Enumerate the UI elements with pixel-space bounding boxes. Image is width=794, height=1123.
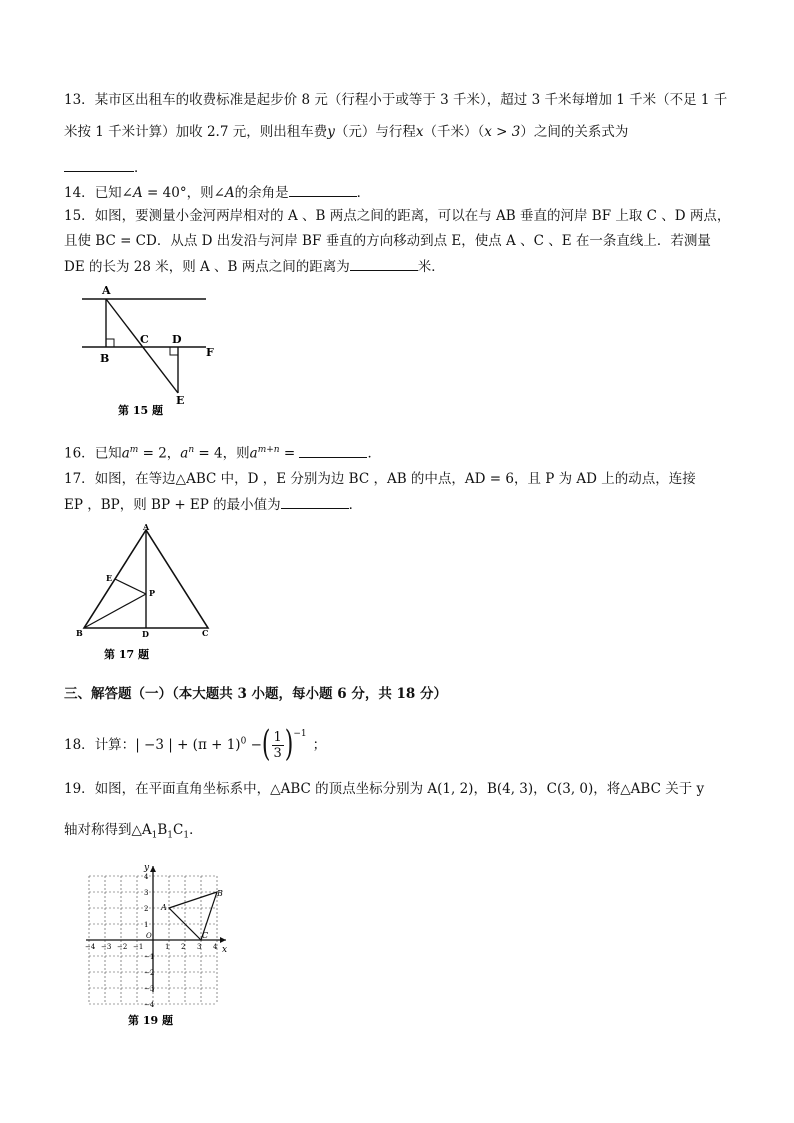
q19-number: 19． [64, 781, 95, 797]
q18-exp-neg1: −1 [293, 728, 307, 739]
q18-end: ； [312, 737, 327, 753]
fig19-y-tick-label: −4 [144, 1001, 155, 1009]
section-3-title: 三、解答题（一）（本大题共 3 小题，每小题 6 分，共 18 分） [64, 686, 448, 702]
q13-line2 [64, 122, 628, 142]
fig17-segment-ep [115, 579, 146, 594]
q19-text-3: B [157, 822, 168, 838]
q18-frac-num: 1 [273, 730, 282, 745]
q18-left-paren: ( [261, 724, 271, 765]
fig19-x-tick-label: 2 [181, 943, 186, 951]
q18-line [64, 724, 327, 765]
q15-line3 [64, 256, 445, 277]
q18-minus: − [246, 737, 262, 753]
q16-exp-1: m [129, 445, 139, 455]
q16-end: ． [367, 445, 381, 462]
fig19-x-arrow [220, 937, 226, 943]
q16-base-2: a [180, 445, 189, 462]
fig17-label-d: D [142, 629, 149, 639]
q15-text-4: 米． [417, 259, 445, 275]
figure-19 [66, 862, 230, 1032]
fig15-right-angle-b [106, 339, 114, 347]
q17-answer-blank[interactable] [281, 494, 349, 509]
fig17-label-b: B [76, 628, 83, 638]
fig17-label-e: E [106, 573, 113, 583]
q13-end: ． [134, 160, 148, 176]
q16-base-1: a [121, 445, 130, 462]
fig17-label-c: C [202, 628, 209, 638]
q18-fraction [272, 730, 284, 761]
q19-sub-1: 1 [151, 830, 158, 841]
q13-text-3: （元）与行程 [334, 124, 416, 140]
fig15-label-f: F [206, 346, 214, 359]
q18-text: 计算： [94, 737, 136, 753]
q19-sub-2: 1 [167, 830, 174, 841]
fig19-x-tick-label: −2 [117, 943, 128, 951]
q18-abs: | −3 | [135, 737, 173, 753]
q16-base-3: a [249, 445, 258, 462]
q15-text-3: DE 的长为 28 米，则 A 、B 两点之间的距离为 [64, 259, 350, 275]
q19-sub-3: 1 [183, 830, 190, 841]
q16-answer-blank[interactable] [299, 443, 367, 458]
q14-line [64, 182, 370, 203]
fig19-y-tick-label: −1 [144, 953, 155, 961]
q17-text-2: EP ，BP，则 BP + EP 的最小值为 [64, 497, 281, 513]
q18-frac-den: 3 [273, 746, 282, 761]
fig15-segment-ae [106, 299, 178, 393]
q15-text-2: 且使 BC = CD．从点 D 出发沿与河岸 BF 垂直的方向移动到点 E，使点 A 、C 、E 在一条直线上．若测量 [64, 233, 711, 249]
q13-condition: x > 3 [484, 124, 521, 140]
q14-text-a: 已知∠ [94, 185, 133, 201]
q16-exp-2: n [188, 445, 195, 455]
fig19-origin-label: O [146, 932, 152, 940]
q13-text-2: 米按 1 千米计算）加收 2.7 元，则出租车费 [64, 124, 328, 140]
q19-line2 [64, 820, 203, 846]
q15-line1 [64, 206, 730, 226]
fig19-x-tick-label: −4 [85, 943, 96, 951]
q16-exp-3: m+n [257, 445, 280, 455]
figure-17 [72, 524, 222, 664]
q14-end: ． [356, 185, 371, 201]
q19-line1 [64, 779, 704, 799]
q17-line2 [64, 494, 362, 515]
fig17-label-a: A [143, 524, 150, 532]
fig19-x-tick-label: −1 [133, 943, 144, 951]
section-3-heading [64, 684, 447, 704]
fig19-x-tick-label: −3 [101, 943, 112, 951]
fig19-x-tick-label: 4 [213, 943, 218, 951]
fig19-x-tick-label: 1 [165, 943, 170, 951]
q13-number: 13． [64, 92, 95, 108]
fig19-y-tick-label: −3 [144, 985, 155, 993]
q13-answer-line [64, 157, 148, 178]
q13-var-y: y [327, 124, 335, 140]
fig19-caption: 第 19 题 [128, 1014, 173, 1027]
q14-var-a: A [133, 185, 143, 201]
fig19-label-b: B [217, 889, 223, 898]
q15-answer-blank[interactable] [350, 256, 418, 271]
q15-text-1: 如图，要测量小金河两岸相对的 A 、B 两点之间的距离，可以在与 AB 垂直的河岸 BF 上取 C 、D 两点， [94, 208, 731, 224]
q17-number: 17． [64, 471, 95, 487]
q13-var-x: x [415, 124, 424, 140]
q16-number: 16． [64, 445, 95, 462]
q16-text-a: 已知 [94, 445, 122, 462]
fig15-label-d: D [172, 333, 182, 346]
q14-answer-blank[interactable] [289, 182, 357, 197]
q13-line1 [64, 90, 727, 110]
fig17-segment-bp [84, 594, 146, 628]
q13-text-1: 某市区出租车的收费标准是起步价 8 元（行程小于或等于 3 千米），超过 3 千米每增加 1 千米（不足 1 千 [94, 92, 728, 108]
q18-number: 18． [64, 737, 95, 753]
figure-15 [74, 280, 224, 420]
fig15-right-angle-d [170, 347, 178, 355]
q13-answer-blank[interactable] [64, 157, 134, 172]
q19-end: ． [189, 822, 203, 838]
q19-text-2: 轴对称得到△A [64, 822, 152, 838]
fig19-x-tick-label: 3 [197, 943, 202, 951]
q15-line2 [64, 231, 711, 251]
fig19-triangle-abc [169, 892, 217, 940]
q13-text-5: ）之间的关系式为 [520, 124, 629, 140]
q15-number: 15． [64, 208, 95, 224]
fig15-label-e: E [176, 394, 185, 407]
q19-text-1: 如图，在平面直角坐标系中，△ABC 的顶点坐标分别为 A(1, 2)，B(4, 3)，C(3, 0)，将△ABC 关于 y [94, 781, 705, 797]
fig15-label-b: B [100, 352, 110, 365]
fig19-axis-y-label: y [144, 863, 150, 873]
fig19-y-tick-label: 2 [144, 905, 149, 913]
q14-var-a2: A [224, 185, 235, 201]
q16-val-1: = 2， [138, 445, 181, 462]
fig15-caption: 第 15 题 [118, 404, 163, 417]
q16-eq: = [279, 445, 300, 462]
fig19-y-tick-label: 1 [144, 921, 149, 929]
fig17-caption: 第 17 题 [104, 648, 149, 661]
q14-text-b: = 40°，则∠ [142, 185, 225, 201]
q16-val-2: = 4，则 [194, 445, 250, 462]
q18-plus: + (π + 1) [172, 737, 241, 753]
q14-text-c: 的余角是 [234, 185, 289, 201]
fig19-y-tick-label: −2 [144, 969, 155, 977]
q19-text-4: C [173, 822, 184, 838]
q17-end: ． [348, 497, 363, 513]
fig19-x-ticks [85, 943, 218, 951]
fig19-axis-x-label: x [222, 945, 228, 955]
q18-right-paren: ) [284, 724, 294, 765]
fig19-label-c: C [202, 931, 209, 940]
q17-line1 [64, 469, 696, 489]
fig19-y-arrow [150, 866, 156, 872]
q18-exp-0: 0 [240, 736, 247, 747]
fig19-label-a: A [161, 903, 167, 912]
fig19-y-tick-label: 4 [144, 873, 149, 881]
fig19-y-tick-label: 3 [144, 889, 149, 897]
fig15-label-a: A [102, 284, 111, 297]
q13-text-4: （千米）（ [423, 124, 485, 140]
q16-line [64, 440, 381, 464]
q14-number: 14． [64, 185, 95, 201]
fig17-label-p: P [149, 588, 156, 598]
q17-text-1: 如图，在等边△ABC 中，D ，E 分别为边 BC ，AB 的中点，AD = 6，且 P 为 AD 上的动点，连接 [94, 471, 696, 487]
fig15-label-c: C [140, 333, 149, 346]
